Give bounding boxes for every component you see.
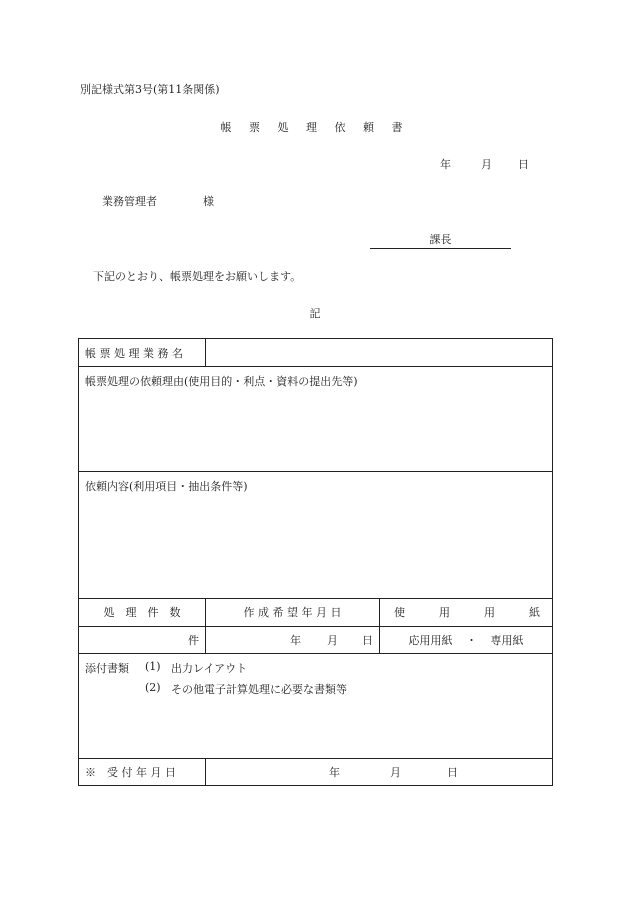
reason-label: 帳票処理の依頼理由(使用目的・利点・資料の提出先等)	[85, 375, 358, 389]
desired-day: 日	[362, 633, 373, 647]
sender-title: 課長	[370, 231, 511, 249]
date-month: 月	[481, 158, 492, 171]
addressee-honorific: 様	[203, 195, 214, 208]
addressee	[102, 193, 214, 209]
reason-field[interactable]	[79, 367, 553, 472]
paper-label	[380, 598, 553, 626]
attachment-number: (1)	[145, 659, 161, 673]
form-number-label: 別記様式第3号(第11条関係)	[80, 83, 220, 96]
content-field[interactable]	[79, 472, 553, 598]
paper-label-char: 紙	[529, 606, 540, 620]
date-year: 年	[440, 158, 451, 171]
desired-year: 年	[290, 633, 301, 647]
attachment-text: その他電子計算処理に必要な書類等	[171, 682, 347, 696]
received-row	[79, 758, 553, 785]
business-name-field[interactable]	[206, 339, 553, 367]
count-label: 処 理 件 数	[79, 598, 206, 626]
details-value-row	[79, 626, 553, 653]
attachment-number: (2)	[145, 680, 161, 694]
paper-option-dedicated[interactable]: 専用紙	[490, 633, 524, 647]
received-month: 月	[390, 765, 401, 779]
attachments-row	[79, 653, 553, 758]
desired-date-label: 作 成 希 望 年 月 日	[206, 598, 380, 626]
paper-options	[380, 626, 553, 653]
paper-label-char: 使	[394, 606, 405, 620]
attachment-text: 出力レイアウト	[171, 661, 248, 675]
business-name-row	[79, 339, 553, 367]
received-label: ※ 受 付 年 月 日	[79, 758, 206, 785]
content-row	[79, 472, 553, 598]
request-form-table	[78, 338, 553, 786]
request-date	[440, 156, 529, 172]
paper-option-separator: ・	[466, 633, 477, 647]
attachments-label: 添付書類	[85, 661, 129, 675]
attachments-field	[79, 653, 553, 758]
received-year: 年	[329, 765, 340, 779]
date-day: 日	[518, 158, 529, 171]
addressee-name: 業務管理者	[102, 195, 157, 208]
ki-heading: 記	[309, 307, 321, 320]
paper-label-char: 用	[439, 606, 450, 620]
attachment-item	[85, 660, 546, 676]
count-unit: 件	[188, 633, 199, 647]
paper-option-applied[interactable]: 応用用紙	[408, 633, 453, 647]
document-title: 帳 票 処 理 依 頼 書	[220, 121, 410, 134]
desired-date-field[interactable]	[206, 626, 380, 653]
reason-row	[79, 367, 553, 472]
business-name-label: 帳 票 処 理 業 務 名	[79, 339, 206, 367]
intro-text: 下記のとおり、帳票処理をお願いします。	[93, 270, 302, 283]
desired-month: 月	[327, 633, 338, 647]
received-date-field[interactable]	[206, 758, 553, 785]
attachment-item	[85, 681, 546, 697]
content-label: 依頼内容(利用項目・抽出条件等)	[85, 480, 248, 494]
details-header-row	[79, 598, 553, 626]
paper-label-char: 用	[484, 606, 495, 620]
count-field[interactable]	[79, 626, 206, 653]
received-day: 日	[447, 765, 458, 779]
